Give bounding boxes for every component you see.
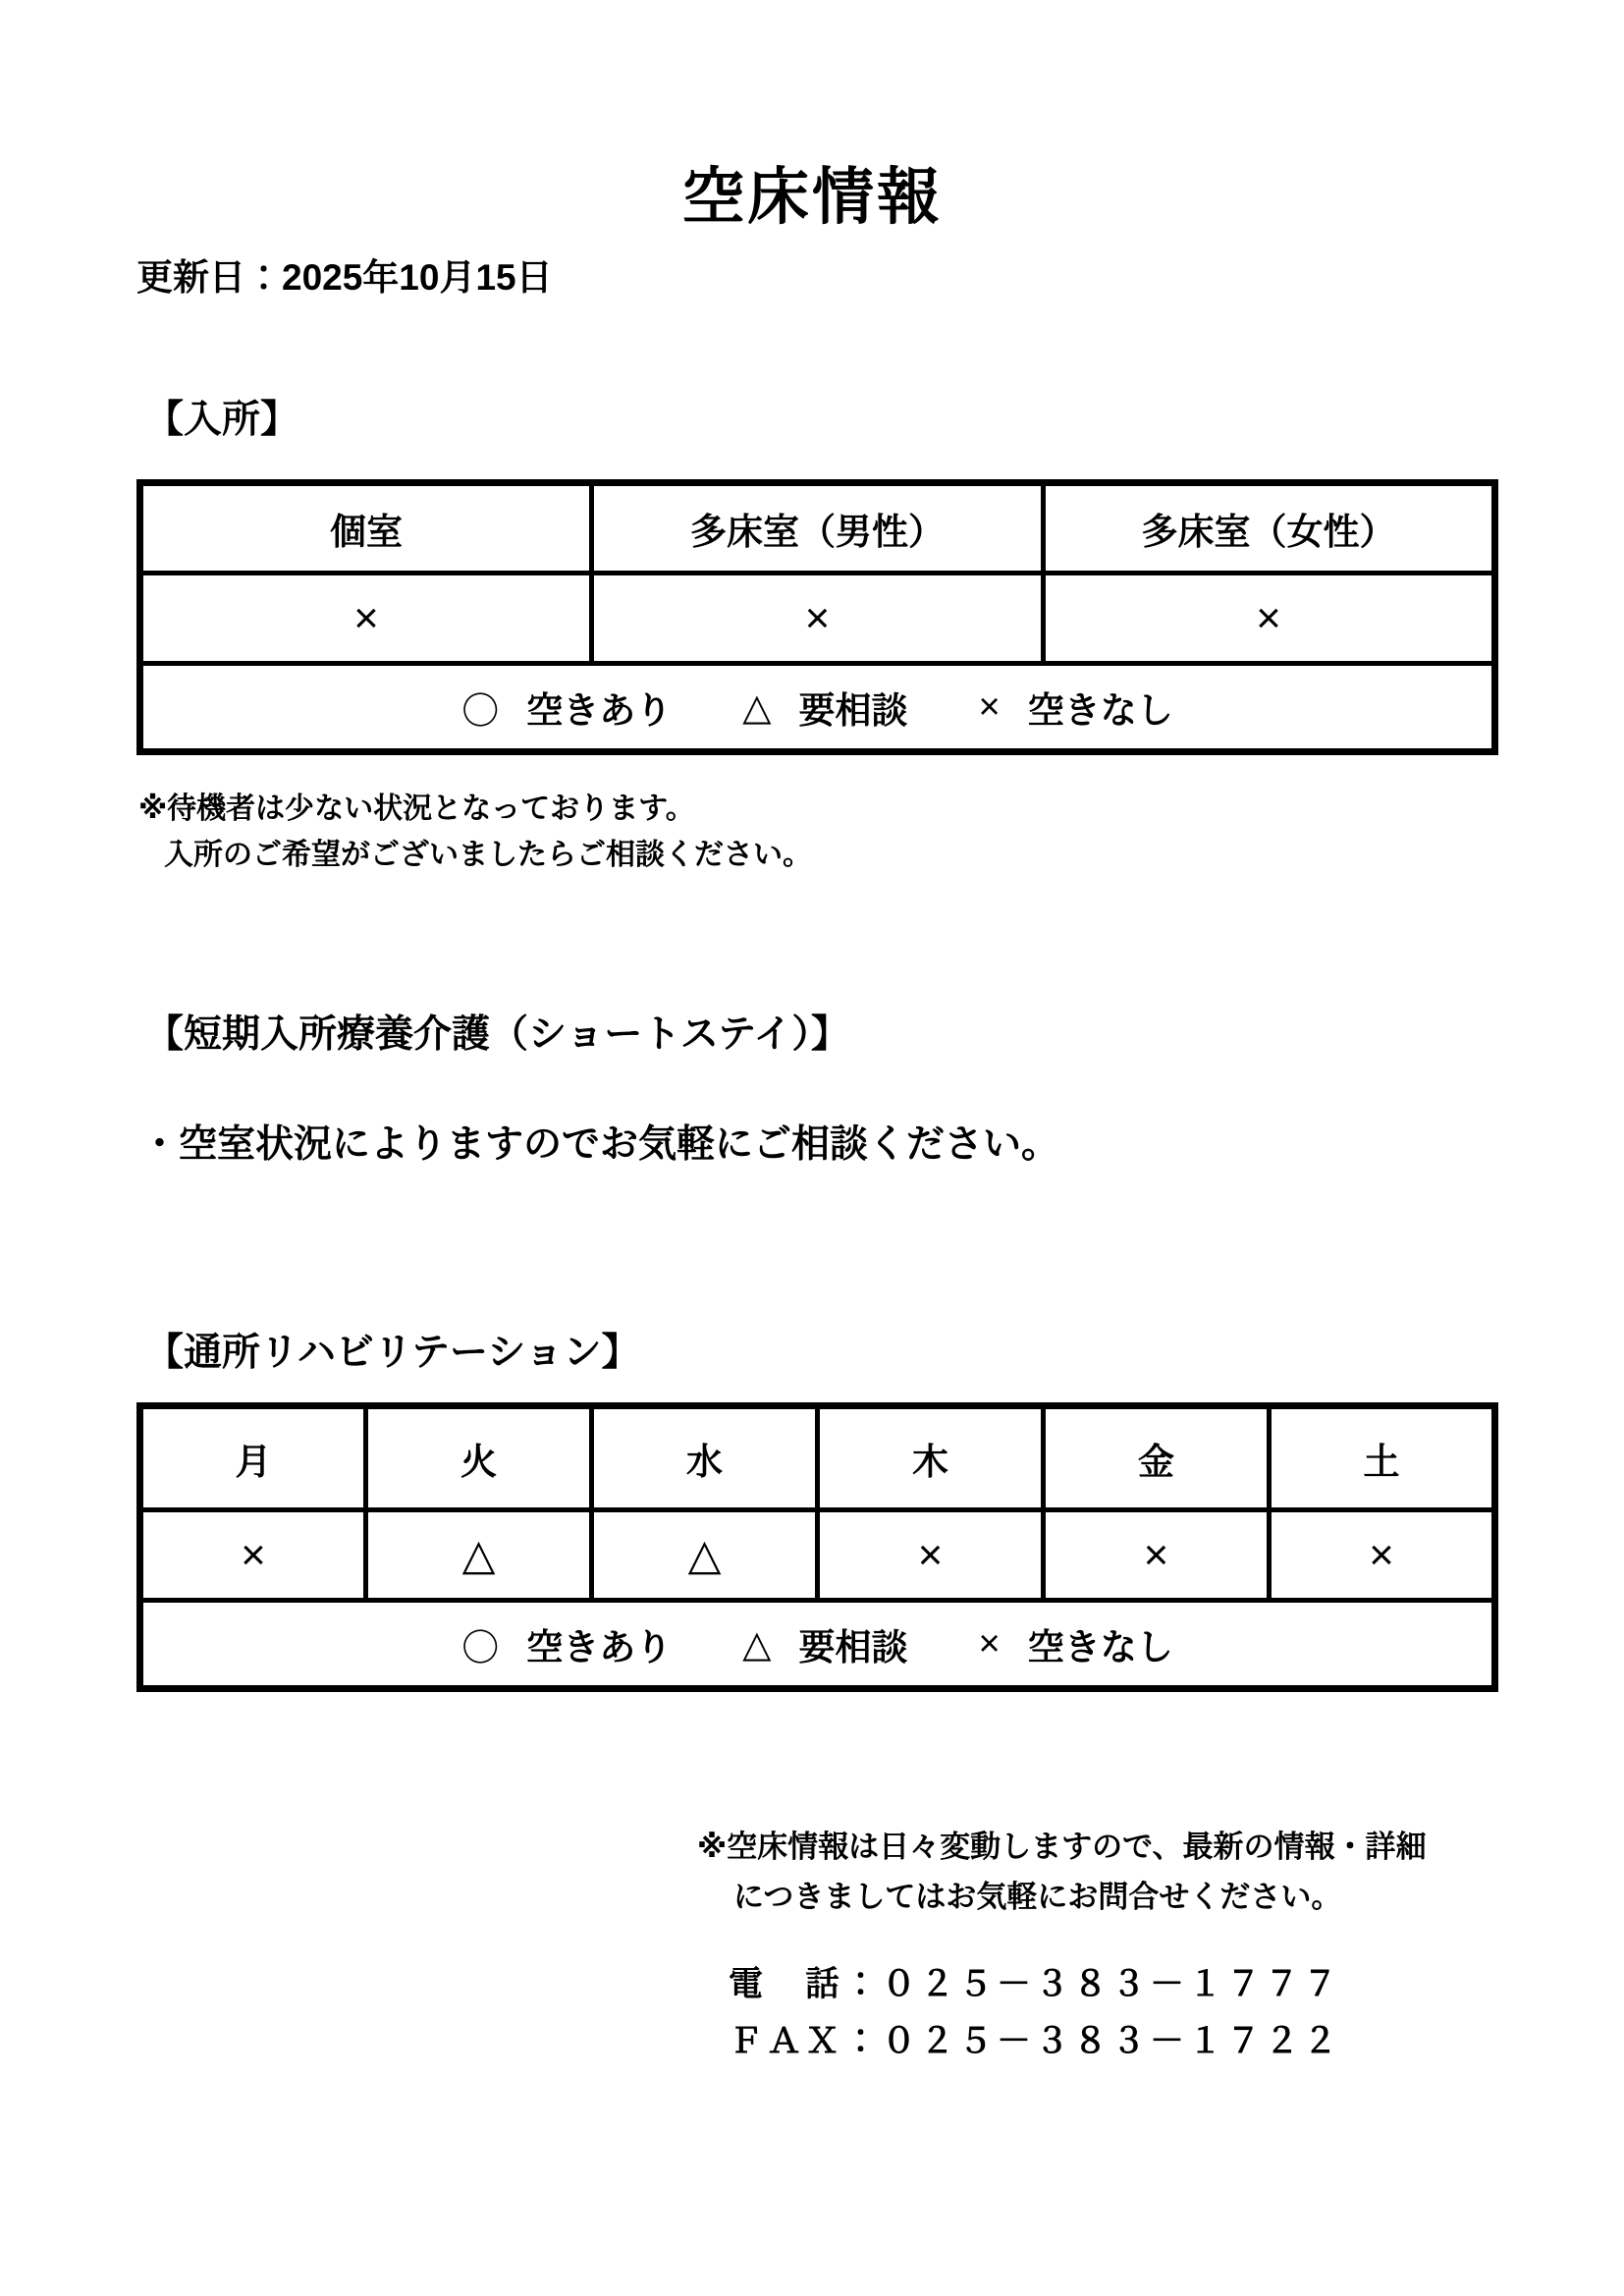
table-header-cell-wed: 水 [592,1406,818,1510]
legend-label: 空きなし [1027,1627,1173,1667]
legend [143,1617,1491,1671]
legend-label: 空きあり [526,1627,673,1667]
circle-symbol: 〇 [461,1627,500,1669]
table-header-cell-sat: 土 [1270,1406,1495,1510]
availability-cell: × [1270,1510,1495,1601]
section-heading-day-rehab: 【通所リハビリテーション】 [145,1332,640,1374]
legend-label: 空きなし [1027,690,1173,731]
availability-cell: × [140,574,592,664]
page-title: 空床情報 [682,163,942,232]
legend-item-available [461,1617,672,1671]
table-legend-row [140,1601,1495,1689]
table-value-row [140,1510,1495,1601]
legend-label: 要相談 [798,690,908,731]
availability-cell: △ [592,1510,818,1601]
table-header-cell-private-room: 個室 [140,483,592,574]
legend [143,681,1491,735]
table-value-row [140,574,1495,664]
circle-symbol: 〇 [461,690,500,733]
triangle-symbol: △ [742,686,772,729]
triangle-symbol: △ [742,1623,772,1666]
day-rehab-table [136,1402,1498,1692]
update-date: 更新日：2025年10月15日 [136,257,553,298]
legend-label: 要相談 [798,1627,908,1667]
legend-item-consult [742,681,907,734]
footer-note-line-1: ※空床情報は日々変動しますので、最新の情報・詳細 [697,1830,1427,1864]
availability-cell: × [1044,1510,1270,1601]
table-legend-row [140,664,1495,752]
availability-cell: × [592,574,1044,664]
table-header-cell-thu: 木 [818,1406,1044,1510]
legend-item-none [979,1617,1173,1670]
admission-table [136,479,1498,755]
legend-item-available [461,681,672,735]
footer-note-line-2: につきましてはお気軽にお問合せください。 [733,1880,1342,1914]
legend-item-consult [742,1617,907,1670]
legend-cell [140,664,1495,752]
fax-number: ＦＡＸ：０２５－３８３－１７２２ [729,2022,1342,2060]
phone-number: 電 話：０２５－３８３－１７７７ [729,1965,1342,2003]
table-header-row [140,483,1495,574]
table-header-row [140,1406,1495,1510]
table-header-cell-tue: 火 [366,1406,592,1510]
legend-item-none [979,681,1173,734]
table-header-cell-fri: 金 [1044,1406,1270,1510]
short-stay-note: ・空室状況によりますのでお気軽にご相談ください。 [140,1123,1060,1166]
table-header-cell-multi-female: 多床室（女性） [1044,483,1495,574]
availability-cell: × [140,1510,366,1601]
legend-cell [140,1601,1495,1689]
table-header-cell-mon: 月 [140,1406,366,1510]
section-heading-short-stay: 【短期入所療養介護（ショートステイ）】 [145,1013,849,1056]
admission-note-line-1: ※待機者は少ない状況となっております。 [138,793,695,825]
table-header-cell-multi-male: 多床室（男性） [592,483,1044,574]
admission-note-line-2: 入所のご希望がございましたらご相談ください。 [164,839,812,871]
availability-cell: × [1044,574,1495,664]
section-heading-admission: 【入所】 [145,399,299,441]
cross-symbol: × [978,685,1001,728]
availability-cell: × [818,1510,1044,1601]
cross-symbol: × [978,1622,1001,1665]
availability-cell: △ [366,1510,592,1601]
legend-label: 空きあり [526,690,673,731]
